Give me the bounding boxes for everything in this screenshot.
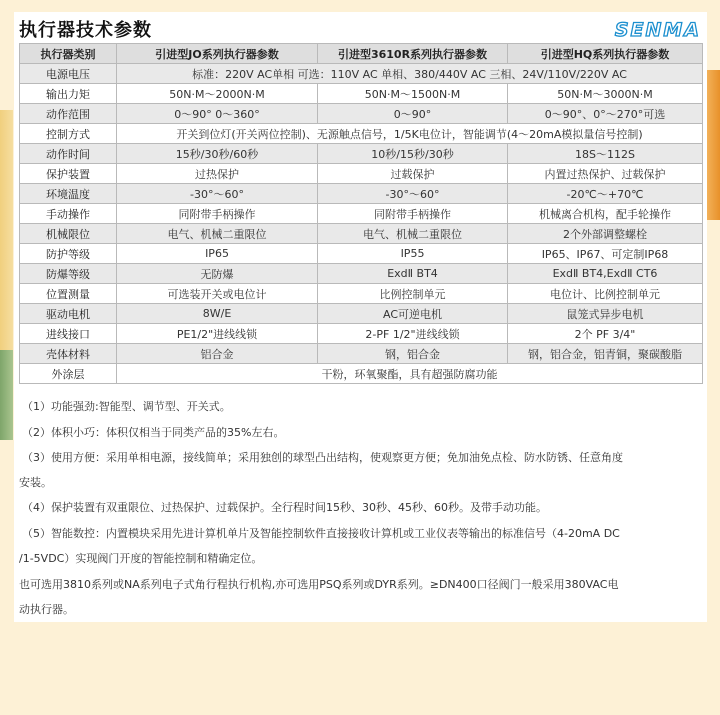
row-label: 防护等级 bbox=[20, 244, 117, 264]
table-cell: ExdⅡ BT4,ExdⅡ CT6 bbox=[508, 264, 703, 284]
table-cell: 8W/E bbox=[117, 304, 318, 324]
table-cell: 鼠笼式异步电机 bbox=[508, 304, 703, 324]
table-cell: 50N·M～2000N·M bbox=[117, 84, 318, 104]
note-line: （5）智能数控：内置模块采用先进计算机单片及智能控制软件直接接收计算机或工业仪表等输出的标准信号（4-20mA DC bbox=[22, 527, 620, 540]
left-edge-green-decoration bbox=[0, 350, 13, 440]
row-label: 进线接口 bbox=[20, 324, 117, 344]
table-cell: -30°～60° bbox=[318, 184, 508, 204]
table-row bbox=[20, 364, 703, 384]
table-cell: 0～90° 0～360° bbox=[117, 104, 318, 124]
row-label: 手动操作 bbox=[20, 204, 117, 224]
table-row bbox=[20, 204, 703, 224]
table-cell: 0～90° bbox=[318, 104, 508, 124]
table-cell: -20℃～+70℃ bbox=[508, 184, 703, 204]
spec-panel bbox=[14, 12, 707, 622]
table-cell: 钢，铝合金，铝青铜，聚碳酸脂 bbox=[508, 344, 703, 364]
left-edge-yellow-decoration bbox=[0, 110, 13, 350]
table-cell: 过载保护 bbox=[318, 164, 508, 184]
table-cell: 开关到位灯(开关两位控制)、无源触点信号，1/5K电位计，智能调节(4～20mA模拟量信号控制) bbox=[117, 124, 703, 144]
table-cell: 过热保护 bbox=[117, 164, 318, 184]
row-label: 外涂层 bbox=[20, 364, 117, 384]
page-title: 执行器技术参数 bbox=[19, 20, 152, 41]
table-row bbox=[20, 264, 703, 284]
table-row bbox=[20, 324, 703, 344]
table-cell: 50N·M～1500N·M bbox=[318, 84, 508, 104]
note-line: （2）体积小巧：体积仅相当于同类产品的35%左右。 bbox=[22, 426, 285, 439]
table-cell: 2-PF 1/2"进线线锁 bbox=[318, 324, 508, 344]
table-row bbox=[20, 244, 703, 264]
row-label: 位置测量 bbox=[20, 284, 117, 304]
table-cell: 内置过热保护、过载保护 bbox=[508, 164, 703, 184]
table-cell: AC可逆电机 bbox=[318, 304, 508, 324]
row-label: 输出力矩 bbox=[20, 84, 117, 104]
row-label: 驱动电机 bbox=[20, 304, 117, 324]
table-row bbox=[20, 304, 703, 324]
table-header-row bbox=[20, 44, 703, 64]
table-row bbox=[20, 344, 703, 364]
row-label: 动作时间 bbox=[20, 144, 117, 164]
table-cell: 标准：220V AC单相 可选：110V AC 单相、380/440V AC 三相、24V/110V/220V AC bbox=[117, 64, 703, 84]
table-cell: 可选装开关或电位计 bbox=[117, 284, 318, 304]
table-cell: 15秒/30秒/60秒 bbox=[117, 144, 318, 164]
brand-logo: SENMA bbox=[614, 19, 701, 41]
table-row bbox=[20, 164, 703, 184]
row-label: 环境温度 bbox=[20, 184, 117, 204]
table-cell: 10秒/15秒/30秒 bbox=[318, 144, 508, 164]
table-cell: 同附带手柄操作 bbox=[117, 204, 318, 224]
header-3610r-series: 引进型3610R系列执行器参数 bbox=[318, 44, 508, 64]
note-line: （4）保护装置有双重限位、过热保护、过载保护。全行程时间15秒、30秒、45秒、60秒。及带手动功能。 bbox=[22, 501, 547, 514]
table-cell: IP65 bbox=[117, 244, 318, 264]
table-cell: 0～90°、0°～270°可选 bbox=[508, 104, 703, 124]
row-label: 机械限位 bbox=[20, 224, 117, 244]
table-row bbox=[20, 144, 703, 164]
table-row bbox=[20, 64, 703, 84]
right-edge-orange-decoration bbox=[706, 70, 720, 220]
row-label: 控制方式 bbox=[20, 124, 117, 144]
table-row bbox=[20, 284, 703, 304]
table-cell: 2个外部调整螺栓 bbox=[508, 224, 703, 244]
table-row bbox=[20, 104, 703, 124]
table-cell: PE1/2"进线线锁 bbox=[117, 324, 318, 344]
table-cell: 干粉，环氧聚酯，具有超强防腐功能 bbox=[117, 364, 703, 384]
header-hq-series: 引进型HQ系列执行器参数 bbox=[508, 44, 703, 64]
row-label: 壳体材料 bbox=[20, 344, 117, 364]
table-cell: 电位计、比例控制单元 bbox=[508, 284, 703, 304]
row-label: 防爆等级 bbox=[20, 264, 117, 284]
table-cell: 无防爆 bbox=[117, 264, 318, 284]
table-cell: 50N·M～3000N·M bbox=[508, 84, 703, 104]
note-line: 也可选用3810系列或NA系列电子式角行程执行机构,亦可选用PSQ系列或DYR系列。≥DN400口径阀门一般采用380VAC电 bbox=[19, 578, 619, 591]
header-jo-series: 引进型JO系列执行器参数 bbox=[117, 44, 318, 64]
note-line: （3）使用方便：采用单相电源，接线简单；采用独创的球型凸出结构，使观察更方便；免加油免点检、防水防锈、任意角度 bbox=[22, 451, 623, 464]
row-label: 动作范围 bbox=[20, 104, 117, 124]
row-label: 保护装置 bbox=[20, 164, 117, 184]
row-label: 电源电压 bbox=[20, 64, 117, 84]
table-row bbox=[20, 84, 703, 104]
table-cell: 18S～112S bbox=[508, 144, 703, 164]
spec-table bbox=[19, 43, 703, 384]
table-cell: 电气、机械二重限位 bbox=[318, 224, 508, 244]
table-cell: IP65、IP67、可定制IP68 bbox=[508, 244, 703, 264]
table-row bbox=[20, 184, 703, 204]
table-cell: -30°～60° bbox=[117, 184, 318, 204]
table-cell: ExdⅡ BT4 bbox=[318, 264, 508, 284]
table-row bbox=[20, 124, 703, 144]
table-cell: 铝合金 bbox=[117, 344, 318, 364]
table-cell: 钢，铝合金 bbox=[318, 344, 508, 364]
note-line: （1）功能强劲:智能型、调节型、开关式。 bbox=[22, 400, 231, 413]
header-category: 执行器类别 bbox=[20, 44, 117, 64]
table-row bbox=[20, 224, 703, 244]
table-cell: 2个 PF 3/4" bbox=[508, 324, 703, 344]
table-cell: 比例控制单元 bbox=[318, 284, 508, 304]
note-line: /1-5VDC）实现阀门开度的智能控制和精确定位。 bbox=[19, 552, 263, 565]
note-line: 动执行器。 bbox=[19, 603, 74, 616]
table-cell: 电气、机械二重限位 bbox=[117, 224, 318, 244]
table-cell: 同附带手柄操作 bbox=[318, 204, 508, 224]
table-cell: 机械离合机构，配手轮操作 bbox=[508, 204, 703, 224]
note-line: 安装。 bbox=[19, 476, 52, 489]
table-cell: IP55 bbox=[318, 244, 508, 264]
